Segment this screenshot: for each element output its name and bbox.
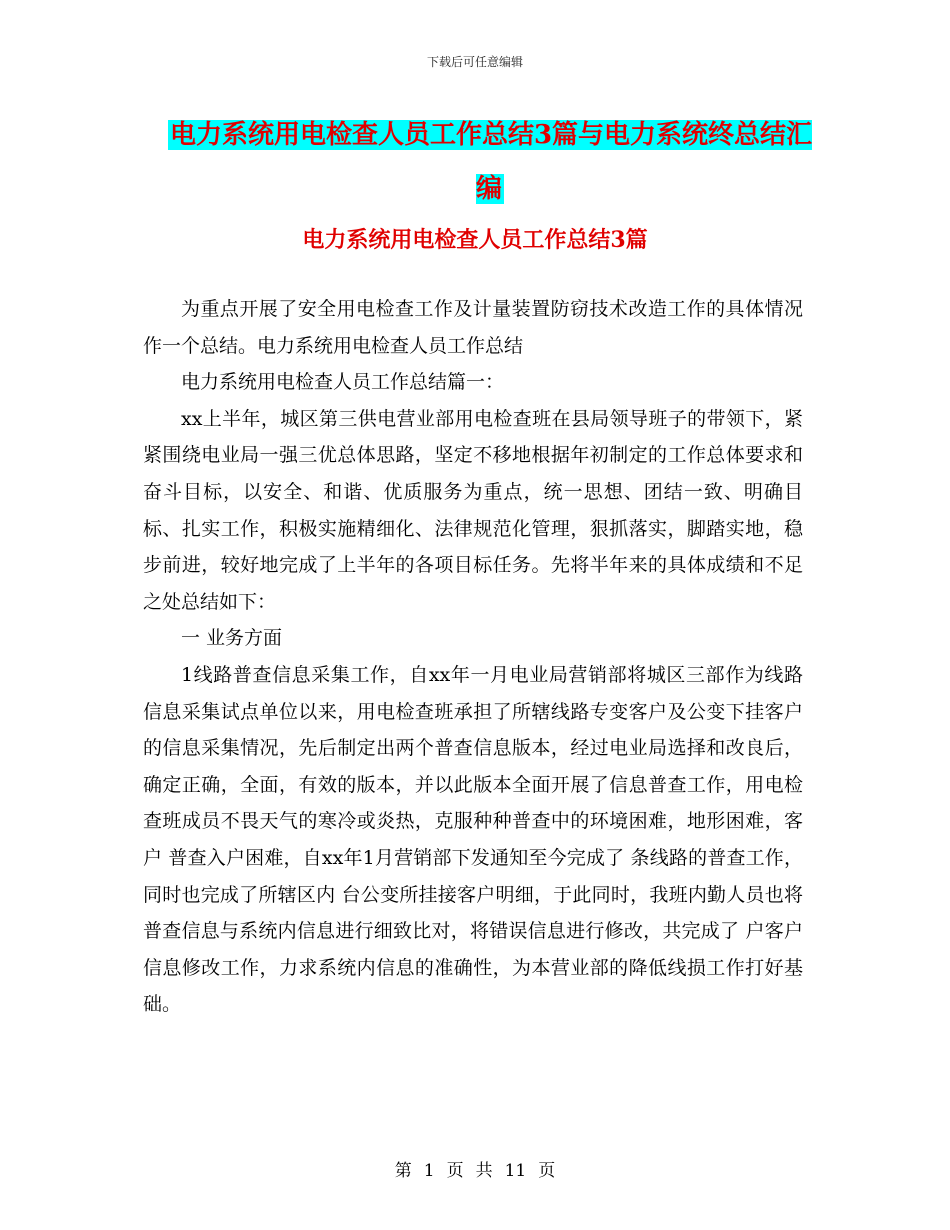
body-text: [143, 291, 803, 1023]
footer-label-page: 第: [394, 1161, 412, 1181]
main-title: [160, 108, 820, 216]
paragraph: xx上半年，城区第三供电营业部用电检查班在县局领导班子的带领下，紧紧围绕电业局一强三优总体思路，坚定不移地根据年初制定的工作总体要求和奋斗目标，以安全、和谐、优质服务为重点，统一思想、团结一致、明确目标、扎实工作，积极实施精细化、法律规范化管理，狠抓落实，脚踏实地，稳步前进，较好地完成了上半年的各项目标任务。先将半年来的具体成绩和不足之处总结如下：: [143, 407, 803, 613]
footer-label-unit2: 页: [538, 1161, 556, 1181]
section-title: 电力系统用电检查人员工作总结3篇: [302, 227, 648, 253]
main-title-text: 电力系统用电检查人员工作总结3篇与电力系统终总结汇编: [169, 120, 813, 204]
footer-total-pages: 11: [504, 1161, 527, 1181]
footer-label-total: 共: [475, 1161, 493, 1181]
paragraph: 电力系统用电检查人员工作总结篇一：: [181, 371, 505, 394]
paragraph: 一 业务方面: [181, 627, 283, 650]
footer-label-unit: 页: [446, 1161, 464, 1181]
paragraph: 1线路普查信息采集工作，自xx年一月电业局营销部将城区三部作为线路信息采集试点单位以来，用电检查班承担了所辖线路专变客户及公变下挂客户的信息采集情况，先后制定出两个普查信息版本，经过电业局选择和改良后，确定正确，全面，有效的版本，并以此版本全面开展了信息普查工作，用电检查班成员不畏天气的寒冷或炎热，克服种种普查中的环境困难，地形困难，客户 普查入户困难，自xx年1月营销部下发通知至今完成了 条线路的普查工作，同时也完成了所辖区内 台公变所挂接客户明细，于此同时，我班内勤人员也将普查信息与系统内信息进行细致比对，将错误信息进行修改，共完成了 户客户信息修改工作，力求系统内信息的准确性，为本营业部的降低线损工作打好基础。: [143, 663, 803, 1016]
page-footer: [0, 1156, 950, 1181]
footer-page-number: 1: [423, 1161, 435, 1181]
header-note: 下载后可任意编辑: [426, 55, 523, 69]
paragraph: 为重点开展了安全用电检查工作及计量装置防窃技术改造工作的具体情况作一个总结。电力系统用电检查人员工作总结: [143, 298, 803, 357]
